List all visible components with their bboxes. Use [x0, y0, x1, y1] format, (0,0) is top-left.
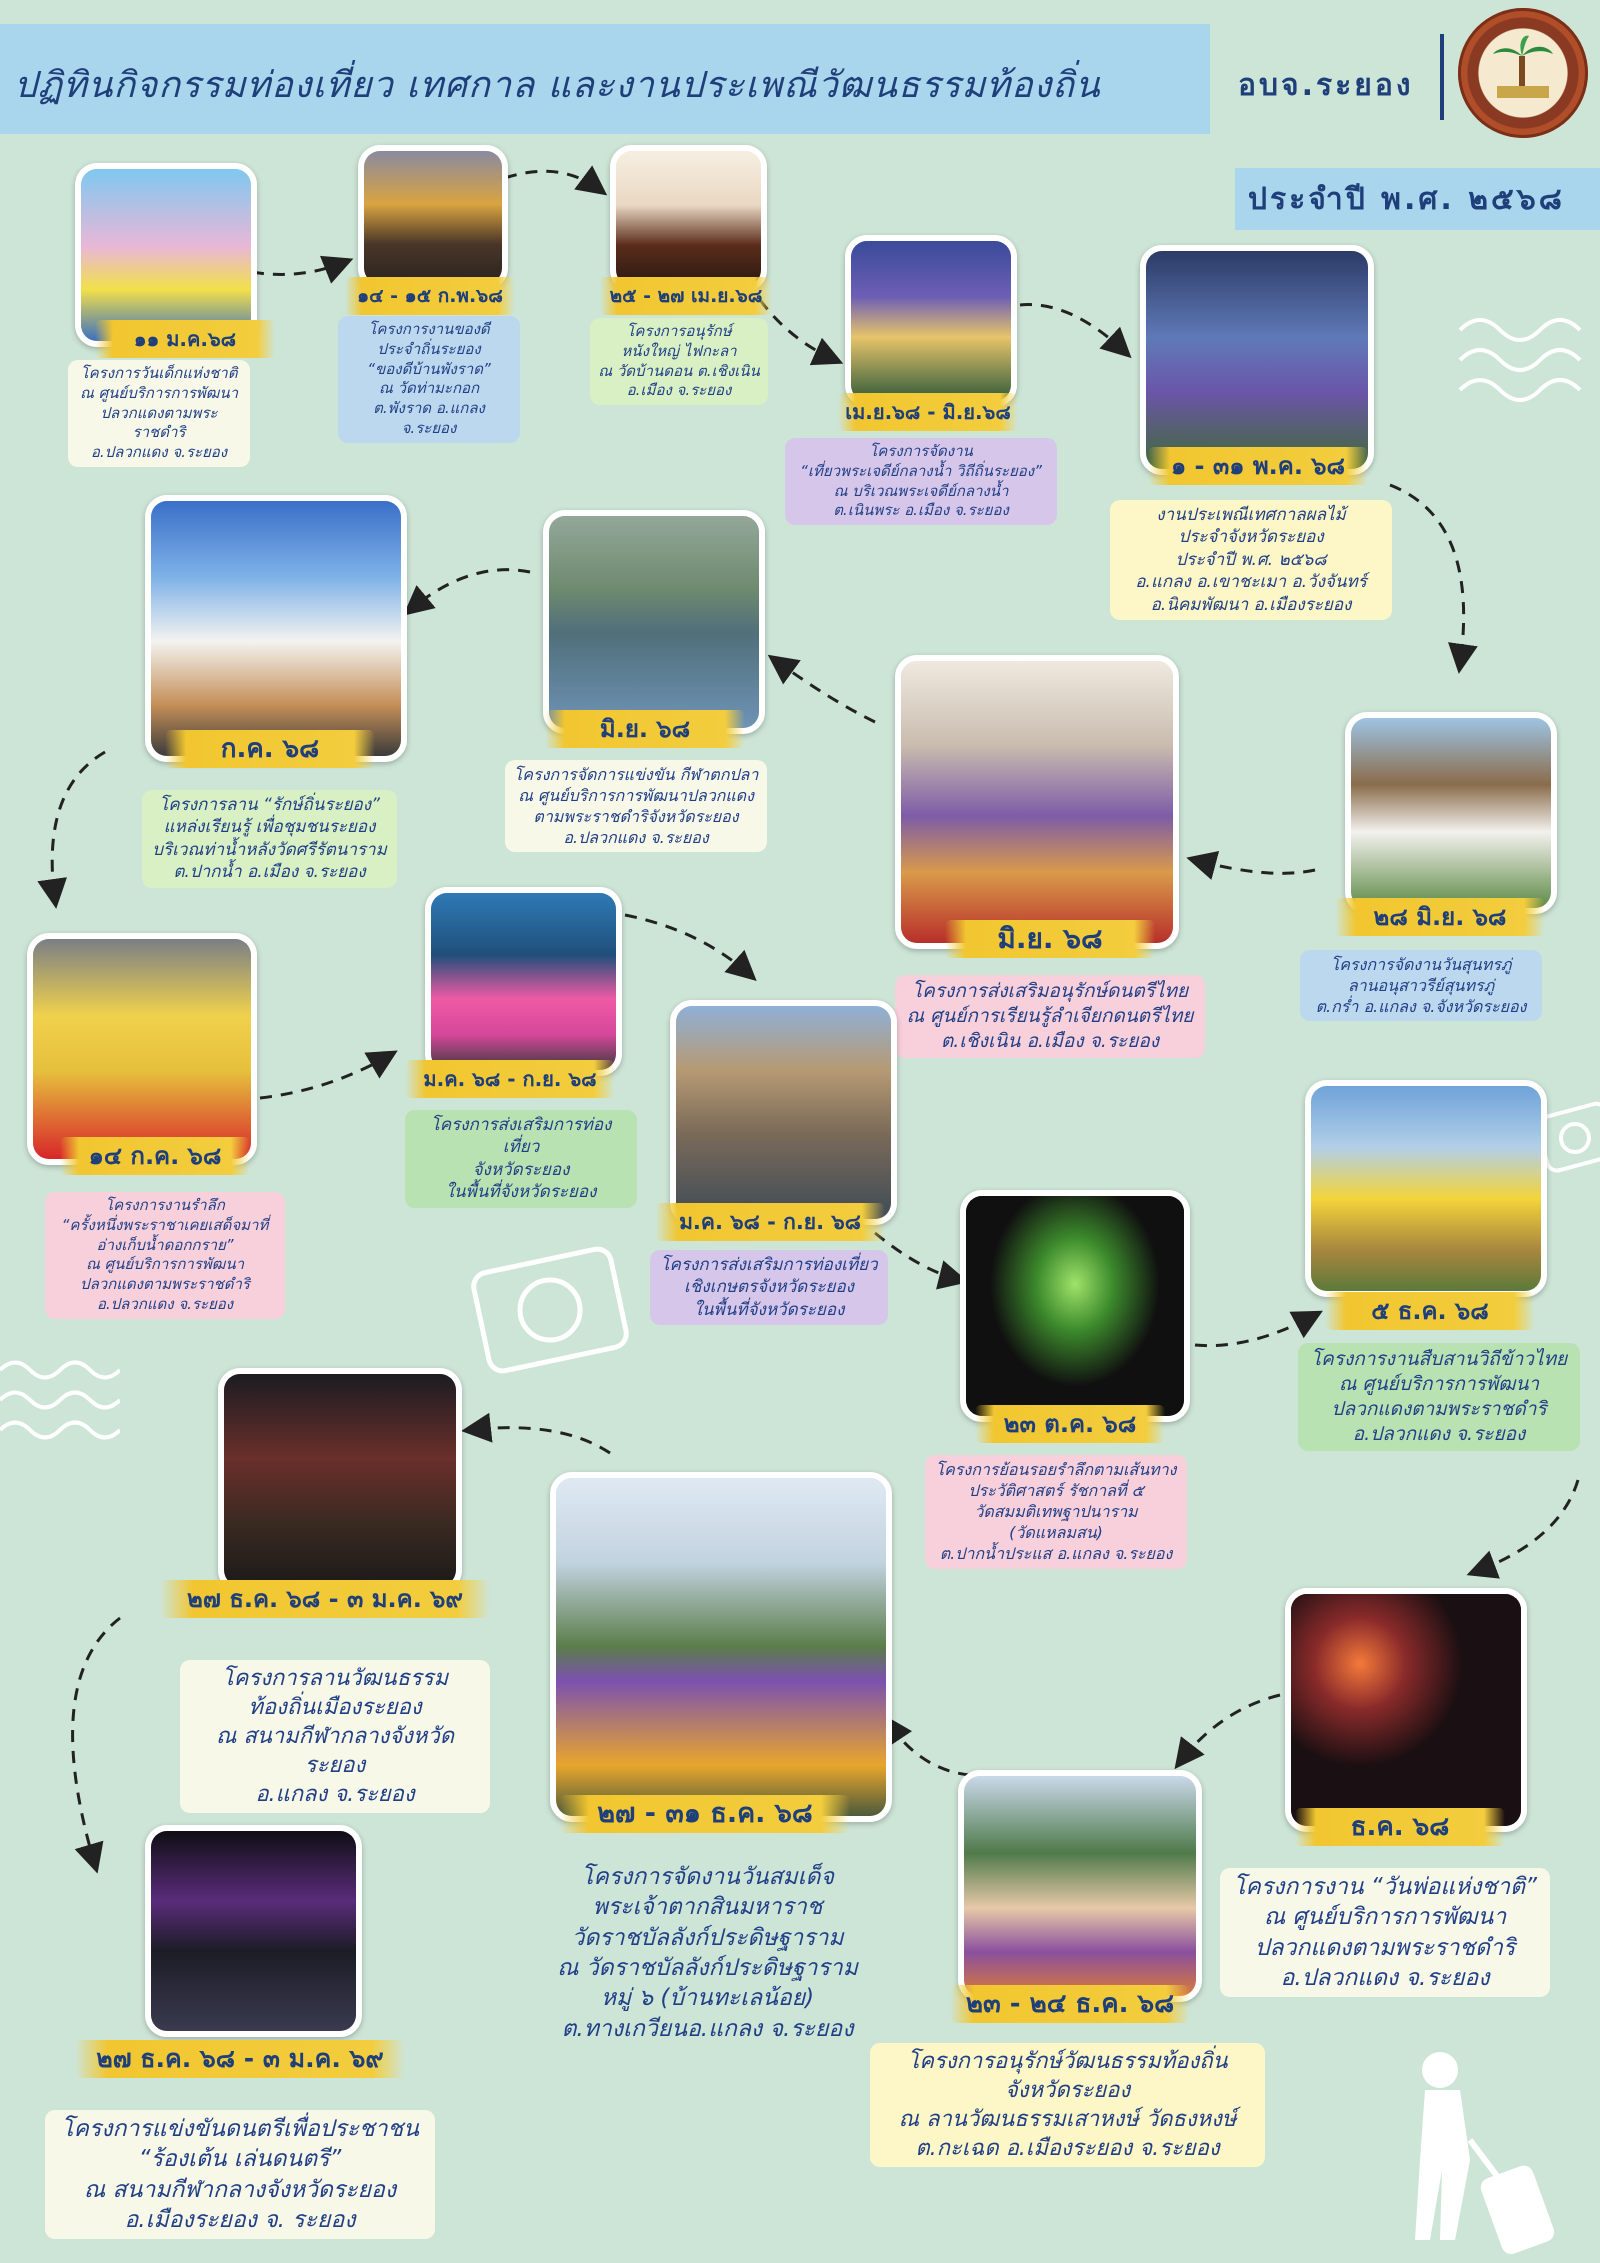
event-photo-tourism-group — [425, 887, 622, 1076]
event-date: ธ.ค. ๖๘ — [1295, 1808, 1505, 1846]
event-photo-sunthorn-phu — [1345, 712, 1557, 914]
event-photo-night-crowd — [218, 1368, 462, 1592]
event-caption: โครงการงานสืบสานวิถีข้าวไทย ณ ศูนย์บริการการพัฒนา ปลวกแดงตามพระราชดำริ อ.ปลวกแดง จ.ระยอง — [1298, 1343, 1580, 1451]
event-caption: โครงการลาน “รักษ์ถิ่นระยอง” แหล่งเรียนรู้ เพื่อชุมชนระยอง บริเวณท่าน้ำหลังวัดศรีรัตนาราม ต.ปากน้ำ อ.เมือง จ.ระยอง — [142, 790, 397, 888]
event-date: ๒๗ ธ.ค. ๖๘ - ๓ ม.ค. ๖๙ — [75, 2040, 405, 2078]
year-label: ประจำปี พ.ศ. ๒๕๖๘ — [1248, 182, 1565, 217]
event-caption: โครงการวันเด็กแห่งชาติ ณ ศูนย์บริการการพัฒนา ปลวกแดงตามพระราชดำริ อ.ปลวกแดง จ.ระยอง — [68, 360, 250, 467]
event-photo-fishing — [543, 510, 765, 734]
event-photo-green-chedi — [960, 1190, 1190, 1422]
event-date: ๒๓ ต.ค. ๖๘ — [975, 1405, 1165, 1443]
event-caption: โครงการส่งเสริมอนุรักษ์ดนตรีไทย ณ ศูนย์การเรียนรู้ลำเจียกดนตรีไทย ต.เชิงเนิน อ.เมือง จ.ระยอง — [895, 975, 1205, 1058]
event-photo-shadow-puppet — [610, 145, 767, 292]
event-date: ๑๔ - ๑๕ ก.พ.๖๘ — [345, 277, 515, 315]
event-photo-folk-music — [145, 495, 407, 762]
divider — [1440, 34, 1444, 120]
event-caption: โครงการงานรำลึก “ครั้งหนึ่งพระราชาเคยเสด็จมาที่ อ่างเก็บน้ำดอกกราย” ณ ศูนย์บริการการพัฒนา ปลวกแดงตามพระราชดำริ อ.ปลวกแดง จ.ระยอง — [45, 1192, 285, 1319]
event-caption: โครงการลานวัฒนธรรม ท้องถิ่นเมืองระยอง ณ สนามกีฬากลางจังหวัดระยอง อ.แกลง จ.ระยอง — [180, 1660, 490, 1813]
event-caption: งานประเพณีเทศกาลผลไม้ ประจำจังหวัดระยอง ประจำปี พ.ศ. ๒๕๖๘ อ.แกลง อ.เขาชะเมา อ.วังจันทร์ อ.นิคมพัฒนา อ.เมืองระยอง — [1110, 500, 1392, 620]
event-photo-fireworks — [1285, 1588, 1527, 1832]
event-caption: โครงการอนุรักษ์วัฒนธรรมท้องถิ่น จังหวัดระยอง ณ ลานวัฒนธรรมเสาหงษ์ วัดธงหงษ์ ต.กะเฉด อ.เมืองระยอง จ.ระยอง — [870, 2043, 1265, 2167]
event-photo-pagoda-lights — [845, 235, 1017, 407]
event-date: เม.ย.๖๘ - มิ.ย.๖๘ — [838, 393, 1018, 431]
event-date: ก.ค. ๖๘ — [165, 730, 375, 768]
agency-name: อบจ.ระยอง — [1238, 68, 1414, 103]
traveler-silhouette-icon — [1380, 2040, 1600, 2263]
event-date: ๒๓ - ๒๔ ธ.ค. ๖๘ — [950, 1985, 1190, 2023]
event-caption: โครงการงานของดี ประจำถิ่นระยอง “ของดีบ้านพังราด” ณ วัดท่ามะกอก ต.พังราด อ.แกลง จ.ระยอง — [338, 316, 520, 443]
event-date: ๒๘ มิ.ย. ๖๘ — [1335, 898, 1545, 936]
event-date: ๑๔ ก.ค. ๖๘ — [60, 1137, 250, 1175]
event-date: ๒๗ - ๓๑ ธ.ค. ๖๘ — [560, 1795, 850, 1833]
event-date: มิ.ย. ๖๘ — [945, 920, 1155, 958]
event-photo-royal-remembrance — [27, 933, 257, 1165]
event-photo-dance-performance — [145, 1825, 362, 2037]
palm-tree-icon — [1491, 34, 1555, 104]
event-date: ๒๕ - ๒๗ เม.ย.๖๘ — [600, 277, 772, 315]
event-caption: โครงการแข่งขันดนตรีเพื่อประชาชน “ร้องเต้น เล่นดนตรี” ณ สนามกีฬากลางจังหวัดระยอง อ.เมืองระยอง จ. ระยอง — [45, 2110, 435, 2239]
event-date: ๑ - ๓๑ พ.ค. ๖๘ — [1148, 447, 1368, 485]
event-date: ม.ค. ๖๘ - ก.ย. ๖๘ — [655, 1203, 885, 1241]
event-caption: โครงการจัดการแข่งขัน กีฬาตกปลา ณ ศูนย์บริการการพัฒนาปลวกแดง ตามพระราชดำริจังหวัดระยอง อ.ปลวกแดง จ.ระยอง — [505, 760, 767, 852]
event-caption: โครงการอนุรักษ์ หนังใหญ่ ไฟกะลา ณ วัดบ้านดอน ต.เชิงเนิน อ.เมือง จ.ระยอง — [590, 318, 768, 405]
event-caption: โครงการส่งเสริมการท่องเที่ยว จังหวัดระยอง ในพื้นที่จังหวัดระยอง — [405, 1110, 637, 1208]
event-photo-night-market — [358, 145, 508, 290]
event-photo-thai-music — [895, 655, 1179, 949]
agency-seal-logo — [1458, 8, 1588, 138]
event-photo-agri-tourism — [670, 1000, 897, 1225]
event-photo-cultural-group — [958, 1770, 1202, 2002]
event-caption: โครงการจัดงานวันสุนทรภู่ ลานอนุสาวรีย์สุนทรภู่ ต.กร่ำ อ.แกลง จ.จังหวัดระยอง — [1300, 950, 1542, 1021]
event-date: ๒๗ ธ.ค. ๖๘ - ๓ ม.ค. ๖๙ — [160, 1580, 490, 1618]
event-date: ๑๑ ม.ค.๖๘ — [95, 320, 275, 358]
event-caption: โครงการงาน “วันพ่อแห่งชาติ” ณ ศูนย์บริการการพัฒนา ปลวกแดงตามพระราชดำริ อ.ปลวกแดง จ.ระยอง — [1220, 1868, 1550, 1997]
event-photo-rice-harvest — [1305, 1080, 1547, 1297]
event-photo-fruit-festival — [1140, 245, 1374, 475]
event-caption: โครงการส่งเสริมการท่องเที่ยว เชิงเกษตรจังหวัดระยอง ในพื้นที่จังหวัดระยอง — [650, 1250, 888, 1325]
event-caption: โครงการจัดงานวันสมเด็จ พระเจ้าตากสินมหาราช วัดราชบัลลังก์ประดิษฐาราม ณ วัดราชบัลลังก์ประดิษฐาราม หมู่ ๖ (บ้านทะเลน้อย) ต.ทางเกวียนอ.แกลง จ.ระยอง — [557, 1864, 858, 2042]
event-caption: โครงการย้อนรอยรำลึกตามเส้นทาง ประวัติศาสตร์ รัชกาลที่ ๕ วัดสมมติเทพฐาปนาราม (วัดแหลมสน) ต.ปากน้ำประแส อ.แกลง จ.ระยอง — [925, 1455, 1187, 1569]
event-date: ม.ค. ๖๘ - ก.ย. ๖๘ — [405, 1060, 615, 1098]
event-caption: โครงการจัดงาน “เที่ยวพระเจดีย์กลางน้ำ วิถีถิ่นระยอง” ณ บริเวณพระเจดีย์กลางน้ำ ต.เนินพระ อ.เมือง จ.ระยอง — [785, 438, 1057, 525]
wave-lines-decoration — [1440, 300, 1600, 420]
event-date: มิ.ย. ๖๘ — [545, 710, 745, 748]
wave-lines-decoration — [0, 1350, 120, 1450]
event-date: ๕ ธ.ค. ๖๘ — [1325, 1292, 1535, 1330]
page-title: ปฏิทินกิจกรรมท่องเที่ยว เทศกาล และงานประเพณีวัฒนธรรมท้องถิ่น — [14, 65, 1101, 106]
camera-icon — [470, 1230, 630, 1380]
event-photo-purple-chedi — [550, 1472, 892, 1822]
